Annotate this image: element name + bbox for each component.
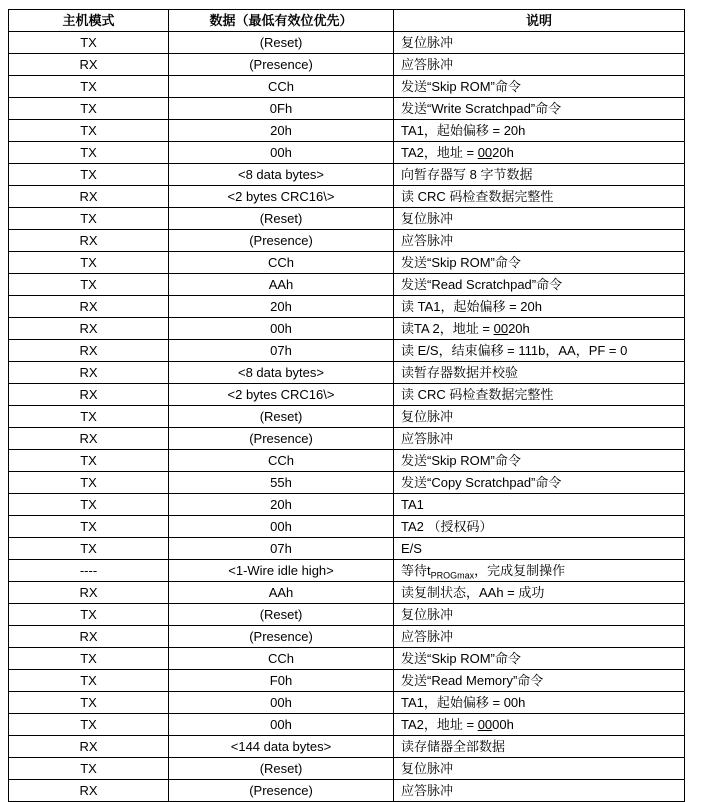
- cell-description: 读 TA1，起始偏移 = 20h: [394, 296, 685, 318]
- cell-master-mode: RX: [9, 340, 169, 362]
- cell-master-mode: TX: [9, 494, 169, 516]
- cell-master-mode: TX: [9, 76, 169, 98]
- cell-master-mode: TX: [9, 274, 169, 296]
- cell-description: 应答脉冲: [394, 626, 685, 648]
- cell-data: (Reset): [169, 604, 394, 626]
- cell-description: 复位脉冲: [394, 32, 685, 54]
- table-row: [9, 296, 685, 318]
- cell-data: 00h: [169, 516, 394, 538]
- cell-data: (Reset): [169, 32, 394, 54]
- cell-description: 读 CRC 码检查数据完整性: [394, 186, 685, 208]
- cell-description: 读存储器全部数据: [394, 736, 685, 758]
- cell-description: 读暂存器数据并校验: [394, 362, 685, 384]
- table-row: [9, 692, 685, 714]
- header-data-lsb-first: 数据（最低有效位优先）: [169, 10, 394, 32]
- cell-data: (Presence): [169, 626, 394, 648]
- cell-master-mode: TX: [9, 406, 169, 428]
- cell-data: AAh: [169, 582, 394, 604]
- table-row: [9, 494, 685, 516]
- cell-master-mode: TX: [9, 208, 169, 230]
- cell-master-mode: TX: [9, 164, 169, 186]
- cell-master-mode: ----: [9, 560, 169, 582]
- cell-data: 55h: [169, 472, 394, 494]
- cell-data: 07h: [169, 538, 394, 560]
- cell-data: F0h: [169, 670, 394, 692]
- cell-master-mode: RX: [9, 780, 169, 802]
- cell-data: CCh: [169, 252, 394, 274]
- cell-data: (Presence): [169, 54, 394, 76]
- cell-master-mode: TX: [9, 648, 169, 670]
- table-row: [9, 582, 685, 604]
- table-row: [9, 472, 685, 494]
- table-row: [9, 208, 685, 230]
- table-row: [9, 670, 685, 692]
- cell-master-mode: TX: [9, 538, 169, 560]
- cell-description: 发送“Skip ROM”命令: [394, 76, 685, 98]
- cell-description: 发送“Skip ROM”命令: [394, 252, 685, 274]
- cell-master-mode: TX: [9, 32, 169, 54]
- cell-data: 00h: [169, 142, 394, 164]
- cell-master-mode: TX: [9, 142, 169, 164]
- cell-master-mode: RX: [9, 318, 169, 340]
- table-row: [9, 406, 685, 428]
- table-row: [9, 626, 685, 648]
- cell-data: CCh: [169, 648, 394, 670]
- cell-description: 应答脉冲: [394, 780, 685, 802]
- cell-description: 读复制状态，AAh = 成功: [394, 582, 685, 604]
- table-row: [9, 516, 685, 538]
- table-row: [9, 648, 685, 670]
- table-row: [9, 120, 685, 142]
- cell-description: 复位脉冲: [394, 406, 685, 428]
- cell-data: 0Fh: [169, 98, 394, 120]
- table-row: [9, 362, 685, 384]
- cell-master-mode: TX: [9, 516, 169, 538]
- cell-data: <2 bytes CRC16\>: [169, 384, 394, 406]
- cell-data: <1-Wire idle high>: [169, 560, 394, 582]
- table-row: [9, 274, 685, 296]
- cell-data: (Reset): [169, 208, 394, 230]
- cell-data: 20h: [169, 494, 394, 516]
- cell-master-mode: TX: [9, 692, 169, 714]
- cell-description: 应答脉冲: [394, 54, 685, 76]
- table-row: [9, 32, 685, 54]
- cell-master-mode: RX: [9, 296, 169, 318]
- table-row: [9, 714, 685, 736]
- cell-data: 20h: [169, 120, 394, 142]
- table-row: [9, 54, 685, 76]
- table-row: [9, 98, 685, 120]
- cell-master-mode: TX: [9, 714, 169, 736]
- cell-description: TA2，地址 = 0000h: [394, 714, 685, 736]
- cell-description: 等待$t_{PROGmax}$，完成复制操作: [394, 560, 685, 582]
- cell-description: 读TA 2，地址 = 0020h: [394, 318, 685, 340]
- table-row: [9, 560, 685, 582]
- cell-description: E/S: [394, 538, 685, 560]
- cell-description: 发送“Skip ROM”命令: [394, 648, 685, 670]
- cell-data: <8 data bytes>: [169, 164, 394, 186]
- table-row: [9, 252, 685, 274]
- cell-description: TA1，起始偏移 = 00h: [394, 692, 685, 714]
- cell-master-mode: RX: [9, 362, 169, 384]
- cell-master-mode: RX: [9, 384, 169, 406]
- cell-master-mode: TX: [9, 472, 169, 494]
- table-row: [9, 142, 685, 164]
- table-body: [9, 32, 685, 802]
- header-row: [9, 10, 685, 32]
- cell-description: 读 E/S，结束偏移 = 111b，AA，PF = 0: [394, 340, 685, 362]
- cell-master-mode: RX: [9, 54, 169, 76]
- table-row: [9, 340, 685, 362]
- cell-data: 20h: [169, 296, 394, 318]
- cell-master-mode: TX: [9, 120, 169, 142]
- cell-master-mode: RX: [9, 230, 169, 252]
- cell-description: 发送“Read Memory”命令: [394, 670, 685, 692]
- cell-description: 发送“Write Scratchpad”命令: [394, 98, 685, 120]
- cell-master-mode: RX: [9, 626, 169, 648]
- header-description: 说明: [394, 10, 685, 32]
- cell-master-mode: RX: [9, 736, 169, 758]
- cell-data: CCh: [169, 450, 394, 472]
- cell-description: 复位脉冲: [394, 758, 685, 780]
- cell-data: (Presence): [169, 780, 394, 802]
- cell-description: 向暂存器写 8 字节数据: [394, 164, 685, 186]
- cell-data: AAh: [169, 274, 394, 296]
- cell-master-mode: RX: [9, 186, 169, 208]
- cell-master-mode: TX: [9, 604, 169, 626]
- cell-master-mode: TX: [9, 252, 169, 274]
- table-row: [9, 384, 685, 406]
- protocol-table: [8, 9, 685, 802]
- table-row: [9, 736, 685, 758]
- table-row: [9, 230, 685, 252]
- table-row: [9, 780, 685, 802]
- cell-description: 发送“Read Scratchpad”命令: [394, 274, 685, 296]
- cell-description: 应答脉冲: [394, 230, 685, 252]
- table-row: [9, 164, 685, 186]
- cell-master-mode: RX: [9, 582, 169, 604]
- cell-description: TA1: [394, 494, 685, 516]
- table-row: [9, 428, 685, 450]
- cell-master-mode: TX: [9, 670, 169, 692]
- table-row: [9, 76, 685, 98]
- cell-description: 发送“Copy Scratchpad”命令: [394, 472, 685, 494]
- cell-master-mode: TX: [9, 98, 169, 120]
- cell-description: 复位脉冲: [394, 208, 685, 230]
- cell-data: 00h: [169, 714, 394, 736]
- table-row: [9, 538, 685, 560]
- cell-data: 00h: [169, 692, 394, 714]
- cell-data: CCh: [169, 76, 394, 98]
- cell-description: 发送“Skip ROM”命令: [394, 450, 685, 472]
- header-master-mode: 主机模式: [9, 10, 169, 32]
- cell-master-mode: RX: [9, 428, 169, 450]
- cell-data: (Reset): [169, 758, 394, 780]
- cell-data: 07h: [169, 340, 394, 362]
- cell-description: 应答脉冲: [394, 428, 685, 450]
- cell-data: <2 bytes CRC16\>: [169, 186, 394, 208]
- cell-data: (Presence): [169, 230, 394, 252]
- cell-data: 00h: [169, 318, 394, 340]
- cell-description: 读 CRC 码检查数据完整性: [394, 384, 685, 406]
- cell-master-mode: TX: [9, 450, 169, 472]
- cell-data: (Reset): [169, 406, 394, 428]
- table-row: [9, 186, 685, 208]
- cell-data: <144 data bytes>: [169, 736, 394, 758]
- cell-description: 复位脉冲: [394, 604, 685, 626]
- table-row: [9, 450, 685, 472]
- cell-description: TA1，起始偏移 = 20h: [394, 120, 685, 142]
- table-row: [9, 318, 685, 340]
- table-row: [9, 604, 685, 626]
- cell-master-mode: TX: [9, 758, 169, 780]
- cell-description: TA2，地址 = 0020h: [394, 142, 685, 164]
- cell-data: <8 data bytes>: [169, 362, 394, 384]
- cell-data: (Presence): [169, 428, 394, 450]
- cell-description: TA2 （授权码）: [394, 516, 685, 538]
